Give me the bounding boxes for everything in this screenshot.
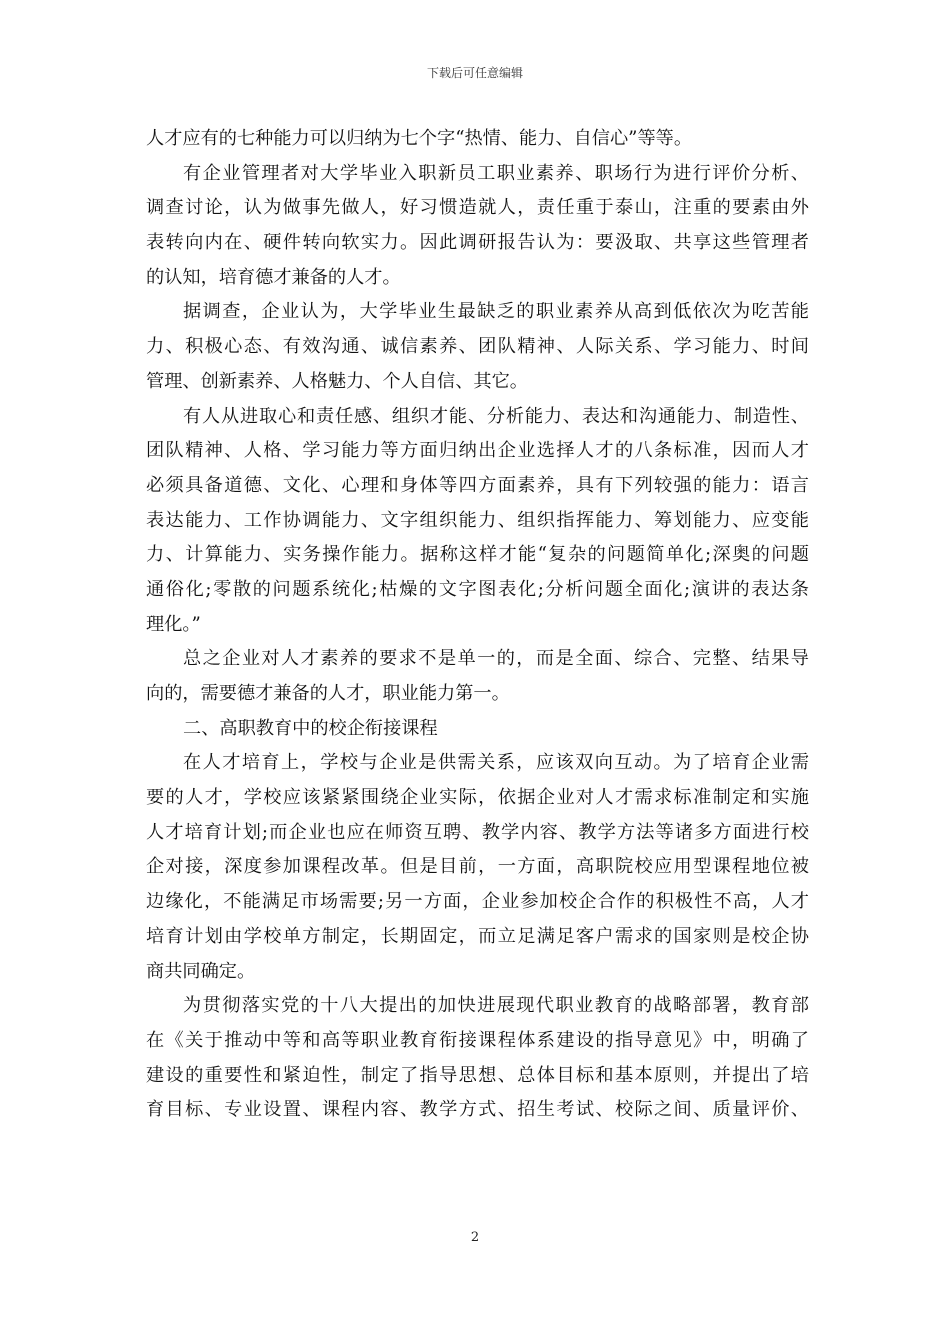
text-line: 要的人才，学校应该紧紧围绕企业实际，依据企业对人才需求标准制定和实施	[146, 787, 809, 809]
text-line: 表转向内在、硬件转向软实力。因此调研报告认为：要汲取、共享这些管理者	[146, 232, 809, 254]
text-line: 调查讨论，认为做事先做人，好习惯造就人，责任重于泰山，注重的要素由外	[146, 197, 809, 219]
page-number: 2	[470, 1230, 480, 1245]
text-line: 在人才培育上，学校与企业是供需关系，应该双向互动。为了培育企业需	[183, 752, 809, 774]
text-line: 人才培育计划;而企业也应在师资互聘、教学内容、教学方法等诸多方面进行校	[146, 821, 809, 843]
page-header: 下载后可任意编辑	[426, 66, 523, 80]
text-line: 的认知，培育德才兼备的人才。	[146, 266, 401, 288]
text-line: 商共同确定。	[146, 960, 256, 982]
text-line: 培育计划由学校单方制定，长期固定，而立足满足客户需求的国家则是校企协	[146, 925, 809, 947]
body-text	[146, 122, 809, 1128]
text-line: 必须具备道德、文化、心理和身体等四方面素养，具有下列较强的能力：语言	[146, 474, 809, 496]
text-line: 表达能力、工作协调能力、文字组织能力、组织指挥能力、筹划能力、应变能	[146, 509, 809, 531]
text-line: 二、高职教育中的校企衔接课程	[183, 717, 438, 739]
text-line: 理化。”	[146, 613, 201, 635]
text-line: 力、计算能力、实务操作能力。据称这样才能“复杂的问题简单化;深奥的问题	[146, 544, 809, 566]
text-line: 通俗化;零散的问题系统化;枯燥的文字图表化;分析问题全面化;演讲的表达条	[146, 578, 809, 600]
text-line: 边缘化，不能满足市场需要;另一方面，企业参加校企合作的积极性不高，人才	[146, 891, 809, 913]
text-line: 人才应有的七种能力可以归纳为七个字“热情、能力、自信心”等等。	[146, 128, 693, 149]
text-line: 有企业管理者对大学毕业入职新员工职业素养、职场行为进行评价分析、	[183, 162, 809, 184]
text-line: 力、积极心态、有效沟通、诚信素养、团队精神、人际关系、学习能力、时间	[146, 336, 809, 358]
text-line: 育目标、专业设置、课程内容、教学方式、招生考试、校际之间、质量评价、	[146, 1099, 809, 1121]
text-line: 团队精神、人格、学习能力等方面归纳出企业选择人才的八条标准，因而人才	[146, 440, 809, 462]
text-line: 据调查，企业认为，大学毕业生最缺乏的职业素养从高到低依次为吃苦能	[183, 301, 809, 323]
text-line: 总之企业对人才素养的要求不是单一的，而是全面、综合、完整、结果导	[183, 648, 809, 670]
text-line: 企对接，深度参加课程改革。但是目前，一方面，高职院校应用型课程地位被	[146, 856, 809, 878]
text-line: 有人从进取心和责任感、组织才能、分析能力、表达和沟通能力、制造性、	[183, 405, 809, 427]
text-line: 管理、创新素养、人格魅力、个人自信、其它。	[146, 370, 528, 392]
text-line: 为贯彻落实党的十八大提出的加快进展现代职业教育的战略部署，教育部	[183, 995, 809, 1017]
text-line: 向的，需要德才兼备的人才，职业能力第一。	[146, 683, 510, 704]
text-line: 在《关于推动中等和高等职业教育衔接课程体系建设的指导意见》中，明确了	[146, 1029, 809, 1051]
text-line: 建设的重要性和紧迫性，制定了指导思想、总体目标和基本原则，并提出了培	[146, 1064, 809, 1086]
